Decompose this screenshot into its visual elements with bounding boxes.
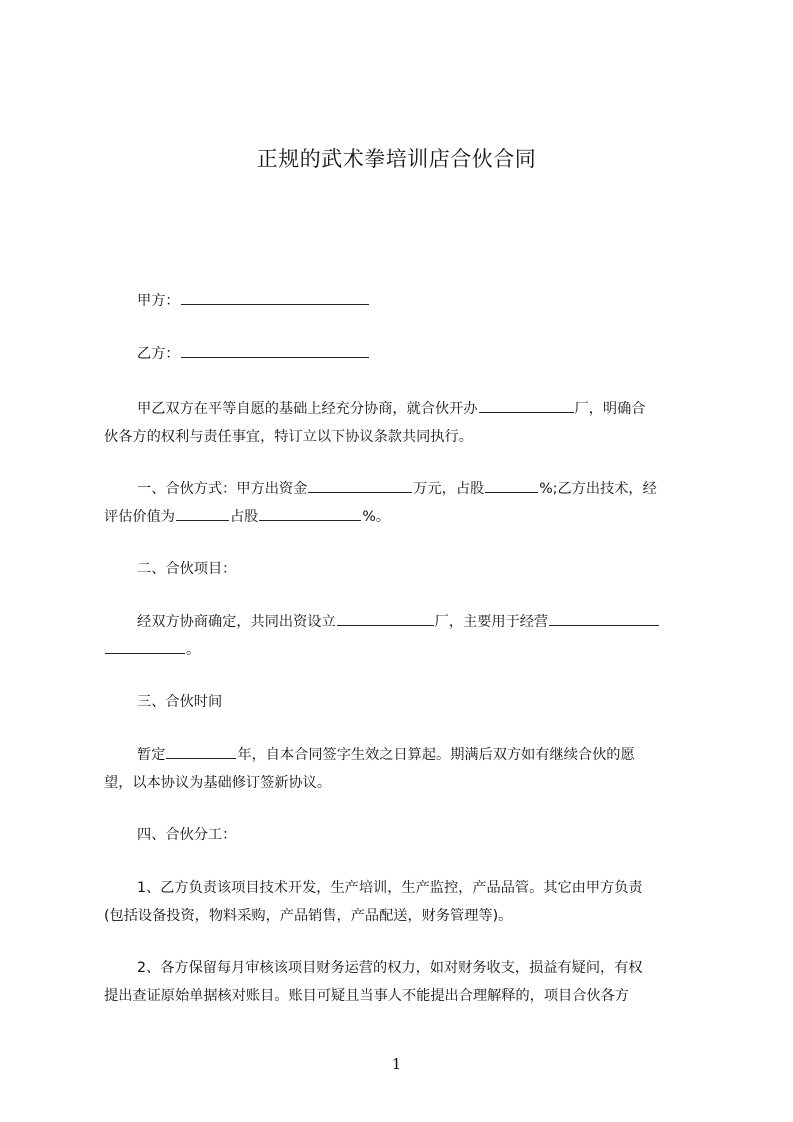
party-a-share-blank[interactable] [485,477,538,493]
party-a-line [137,287,737,315]
party-b-line [137,340,737,368]
section2-text-2: 厂，主要用于经营 [434,614,549,630]
party-b-blank[interactable] [181,342,369,358]
section1-line-1 [137,475,737,503]
section1-text-3: %;乙方出技术，经 [539,481,657,497]
intro-text-1: 甲乙双方在平等自愿的基础上经充分协商，就合伙开办 [137,401,478,417]
document-title: 正规的武术拳培训店合伙合同 [256,147,537,171]
factory-name-blank[interactable] [479,397,574,413]
party-a-label: 甲方： [137,293,180,309]
tech-value-blank[interactable] [176,505,229,521]
section4-heading: 四、合伙分工： [137,827,237,843]
capital-amount-blank[interactable] [308,477,412,493]
section1-text-6: %。 [362,509,391,525]
party-b-label: 乙方： [137,346,180,362]
section2-text-3: 。 [186,642,201,658]
section4-item1-line-2: (包括设备投资，物料采购，产品销售，产品配送，财务管理等)。 [104,908,513,924]
section4-item1-line-1: 1、乙方负责该项目技术开发，生产培训，生产监控，产品品管。其它由甲方负责 [137,880,643,896]
section3-text-1: 暂定 [137,747,166,763]
intro-text-2: 厂，明确合 [574,401,646,417]
section1-text-2: 万元，占股 [413,481,485,497]
section1-text-5: 占股 [229,509,259,525]
section3-text-2: 年，自本合同签字生效之日算起。期满后双方如有继续合伙的愿 [237,747,635,763]
section3-line-1 [137,741,737,769]
section2-line-2 [104,636,704,664]
party-a-blank[interactable] [181,289,369,305]
section2-text-1: 经双方协商确定，共同出资设立 [137,614,336,630]
term-years-blank[interactable] [166,743,236,759]
section1-line-2 [104,503,704,531]
business-scope-blank-1[interactable] [549,610,659,626]
party-b-share-blank[interactable] [259,505,361,521]
section3-heading: 三、合伙时间 [137,694,223,710]
section2-heading: 二、合伙项目： [137,561,237,577]
page-number: 1 [391,1055,402,1073]
section2-line-1 [137,608,737,636]
intro-line-2: 伙各方的权利与责任事宜，特订立以下协议条款共同执行。 [104,429,473,445]
section1-text-1: 一、合伙方式：甲方出资金 [137,481,308,497]
business-scope-blank-2[interactable] [105,638,185,654]
established-factory-blank[interactable] [337,610,434,626]
section1-text-4: 评估价值为 [104,509,175,525]
section3-line-2: 望，以本协议为基础修订签新协议。 [104,775,332,791]
section4-item2-line-2: 提出查证原始单据核对账目。账目可疑且当事人不能提出合理解释的，项目合伙各方 [104,988,629,1004]
section4-item2-line-1: 2、各方保留每月审核该项目财务运营的权力，如对财务收支，损益有疑问，有权 [137,960,643,976]
intro-line-1 [137,395,737,423]
